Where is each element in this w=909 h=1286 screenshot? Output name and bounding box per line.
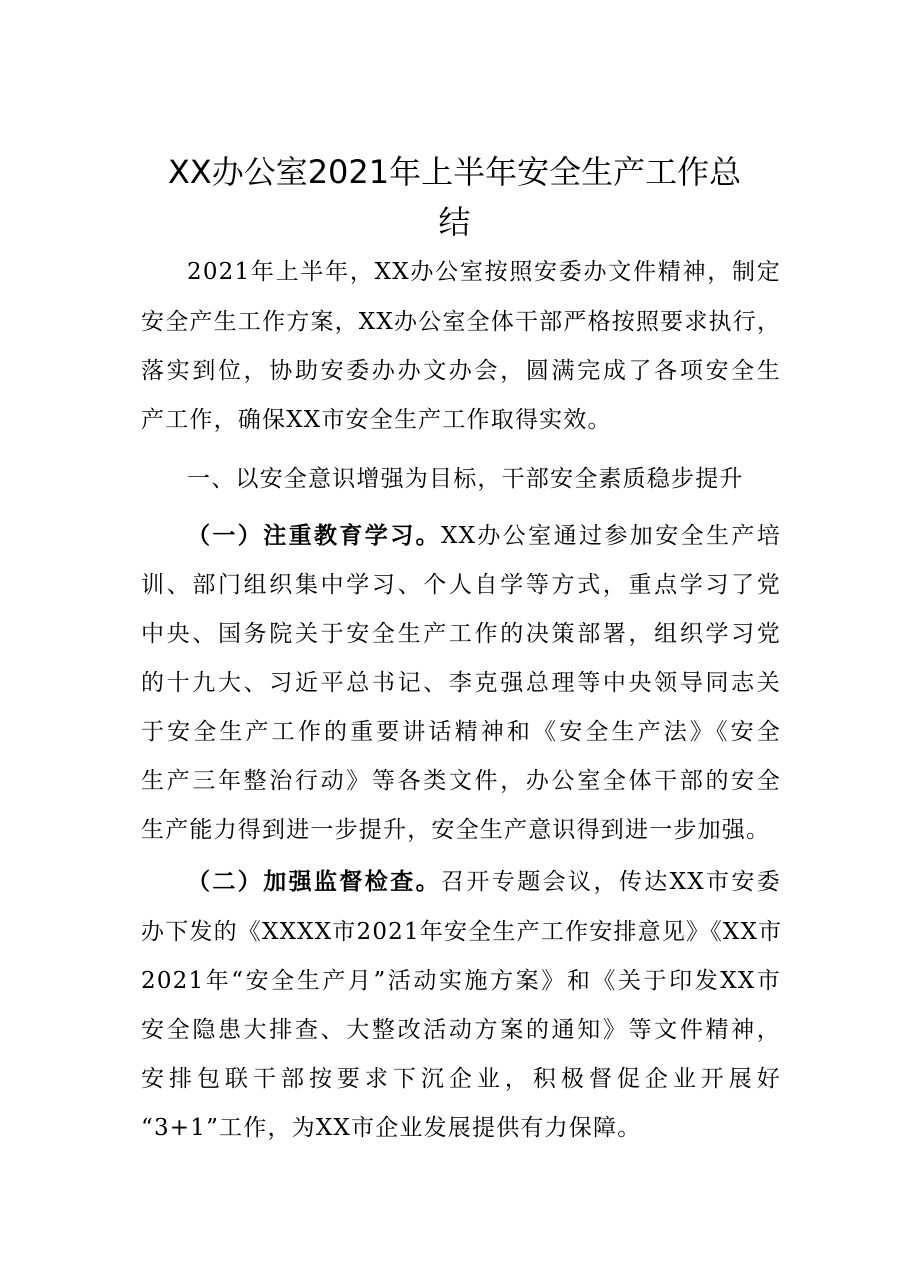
paragraph-line: 训、部门组织集中学习、个人自学等方式，重点学习了党 bbox=[141, 572, 781, 598]
subsection-text: 召开专题会议，传达XX市安委 bbox=[441, 869, 781, 895]
subsection-label: （一）注重教育学习。 bbox=[187, 522, 442, 549]
paragraph-line: 安全隐患大排查、大整改活动方案的通知》等文件精神， bbox=[141, 1017, 781, 1043]
section-heading: 一、以安全意识增强为目标，干部安全素质稳步提升 bbox=[187, 466, 744, 492]
paragraph-line: 生产三年整治行动》等各类文件，办公室全体干部的安全 bbox=[141, 768, 781, 794]
paragraph-line: 生产能力得到进一步提升，安全生产意识得到进一步加强。 bbox=[141, 817, 771, 843]
paragraph-line: 办下发的《XXXX市2021年安全生产工作安排意见》《XX市 bbox=[141, 919, 783, 945]
subsection-label: （二）加强监督检查。 bbox=[187, 868, 442, 895]
intro-line: 2021年上半年，XX办公室按照安委办文件精神，制定 bbox=[187, 259, 781, 285]
intro-line: 落实到位，协助安委办办文办会，圆满完成了各项安全生 bbox=[141, 358, 781, 384]
paragraph-line: 于安全生产工作的重要讲话精神和《安全生产法》《安全 bbox=[141, 719, 781, 745]
paragraph-line: 中央、国务院关于安全生产工作的决策部署，组织学习党 bbox=[141, 621, 781, 647]
paragraph-line: 的十九大、习近平总书记、李克强总理等中央领导同志关 bbox=[141, 670, 781, 696]
intro-line: 安全产生工作方案，XX办公室全体干部严格按照要求执行， bbox=[141, 309, 782, 335]
subsection-first-line bbox=[187, 521, 781, 551]
paragraph-line: 安排包联干部按要求下沉企业，积极督促企业开展好 bbox=[141, 1066, 781, 1092]
subsection-first-line bbox=[187, 867, 781, 897]
title-line-2: 结 bbox=[438, 203, 471, 241]
paragraph-line: “3+1”工作，为XX市企业发展提供有力保障。 bbox=[141, 1115, 642, 1141]
paragraph-line: 2021年“安全生产月”活动实施方案》和《关于印发XX市 bbox=[141, 968, 781, 994]
document-title bbox=[0, 147, 909, 247]
intro-line: 产工作，确保XX市安全生产工作取得实效。 bbox=[141, 407, 612, 433]
subsection-text: XX办公室通过参加安全生产培 bbox=[441, 523, 781, 549]
title-line-1: XX办公室2021年上半年安全生产工作总 bbox=[167, 153, 742, 191]
